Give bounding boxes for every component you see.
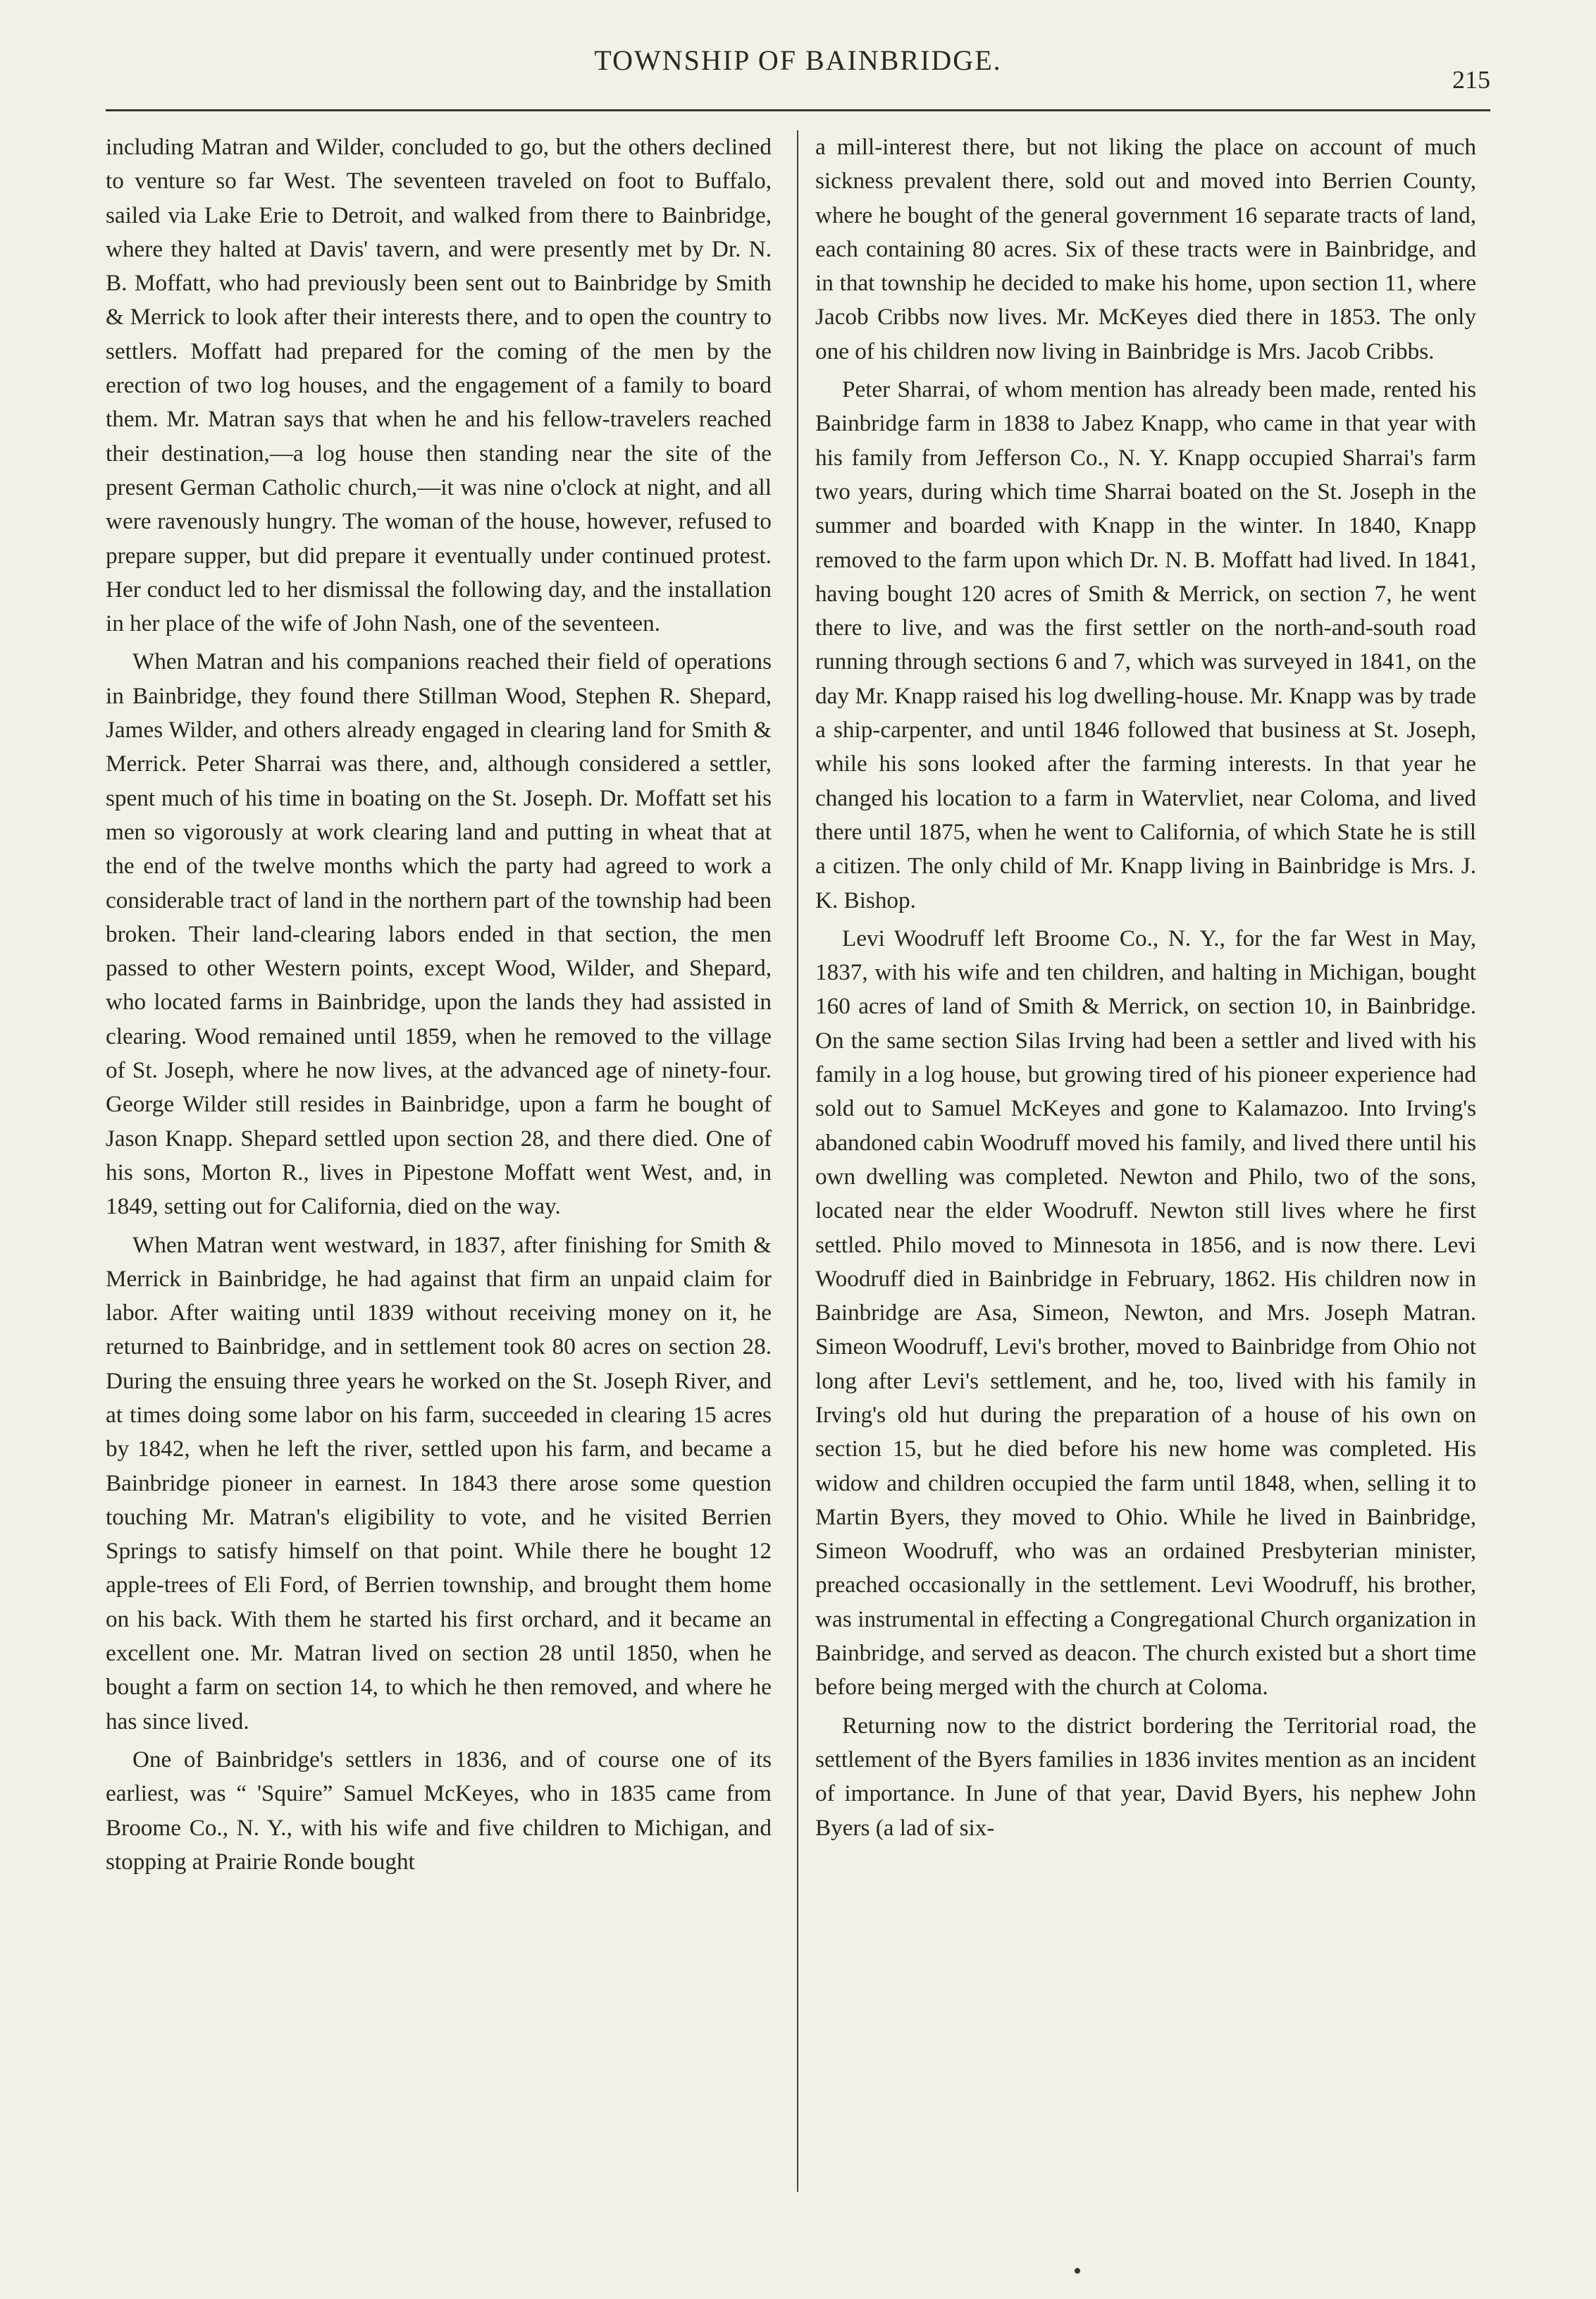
page-header: [106, 44, 1490, 100]
column-divider: [797, 130, 798, 2192]
paragraph: One of Bainbridge's settlers in 1836, and of course one of its earliest, was “ 'Squire” Samuel McKeyes, who in 1835 came from Broome Co., N. Y., with his wife and five children to Michigan, and stopping at Prairie Ronde bought: [106, 1746, 772, 1875]
running-head: TOWNSHIP OF BAINBRIDGE.: [594, 44, 1002, 76]
paragraph: When Matran and his companions reached their field of operations in Bainbridge, they found there Stillman Wood, Stephen R. Shepard, James Wilder, and others already engaged in clearing land for Smith & Merrick. Peter Sharrai was there, and, although considered a settler, spent much of his time in boating on the St. Joseph. Dr. Moffatt set his men so vigorously at work clearing land and putting in wheat that at the end of the twelve months which the party had agreed to work a considerable tract of land in the northern part of the township had been broken. Their land-clearing labors ended in that section, the men passed to other Western points, except Wood, Wilder, and Shepard, who located farms in Bainbridge, upon the lands they had assisted in clearing. Wood remained until 1859, when he removed to the village of St. Joseph, where he now lives, at the advanced age of ninety-four. George Wilder still resides in Bainbridge, upon a farm he bought of Jason Knapp. Shepard settled upon section 28, and there died. One of his sons, Morton R., lives in Pipestone Moffatt went West, and, in 1849, setting out for California, died on the way.: [106, 648, 772, 1220]
paragraph: including Matran and Wilder, concluded to go, but the others declined to venture so far West. The seventeen traveled on foot to Buffalo, sailed via Lake Erie to Detroit, and walked from there to Bainbridge, where they halted at Davis' tavern, and were presently met by Dr. N. B. Moffatt, who had previously been sent out to Bainbridge by Smith & Merrick to look after their interests there, and to open the country to settlers. Moffatt had prepared for the coming of the men by the erection of two log houses, and the engagement of a family to board them. Mr. Matran says that when he and his fellow-travelers reached their destination,—a log house then standing near the site of the present German Catholic church,—it was nine o'clock at night, and all were ravenously hungry. The woman of the house, however, refused to prepare supper, but did prepare it eventually under continued protest. Her conduct led to her dismissal the following day, and the installation in her place of the wife of John Nash, one of the seventeen.: [106, 134, 772, 637]
right-column: [815, 130, 1476, 1845]
paragraph: When Matran went westward, in 1837, after finishing for Smith & Merrick in Bainbridge, he had against that firm an unpaid claim for labor. After waiting until 1839 without receiving money on it, he returned to Bainbridge, and in settlement took 80 acres on section 28. During the ensuing three years he worked on the St. Joseph River, and at times doing some labor on his farm, succeeded in clearing 15 acres by 1842, when he left the river, settled upon his farm, and became a Bainbridge pioneer in earnest. In 1843 there arose some question touching Mr. Matran's eligibility to vote, and he visited Berrien Springs to satisfy himself on that point. While there he bought 12 apple-trees of Eli Ford, of Berrien township, and brought them home on his back. With them he started his first orchard, and it became an excellent one. Mr. Matran lived on section 28 until 1850, when he bought a farm on section 14, to which he then removed, and where he has since lived.: [106, 1231, 772, 1734]
paragraph: Peter Sharrai, of whom mention has already been made, rented his Bainbridge farm in 1838 to Jabez Knapp, who came in that year with his family from Jefferson Co., N. Y. Knapp occupied Sharrai's farm two years, during which time Sharrai boated on the St. Joseph in the summer and boarded with Knapp in the winter. In 1840, Knapp removed to the farm upon which Dr. N. B. Moffatt had lived. In 1841, having bought 120 acres of Smith & Merrick, on section 7, he went there to live, and was the first settler on the north-and-south road running through sections 6 and 7, which was surveyed in 1841, on the day Mr. Knapp raised his log dwelling-house. Mr. Knapp was by trade a ship-carpenter, and until 1846 followed that business at St. Joseph, while his sons looked after the farming interests. In that year he changed his location to a farm in Watervliet, near Coloma, and lived there until 1875, when he went to California, of which State he is still a citizen. The only child of Mr. Knapp living in Bainbridge is Mrs. J. K. Bishop.: [815, 376, 1476, 913]
ink-speck: [1075, 2268, 1080, 2274]
page-number: 215: [1452, 66, 1490, 94]
header-rule: [106, 109, 1490, 111]
paragraph: a mill-interest there, but not liking the place on account of much sickness prevalent there, sold out and moved into Berrien County, where he bought of the general government 16 separate tracts of land, each containing 80 acres. Six of these tracts were in Bainbridge, and in that township he decided to make his home, upon section 11, where Jacob Cribbs now lives. Mr. McKeyes died there in 1853. The only one of his children now living in Bainbridge is Mrs. Jacob Cribbs.: [815, 134, 1476, 364]
paragraph: Returning now to the district bordering the Territorial road, the settlement of the Byers families in 1836 invites mention as an incident of importance. In June of that year, David Byers, his nephew John Byers (a lad of six-: [815, 1712, 1476, 1841]
paragraph: Levi Woodruff left Broome Co., N. Y., for the far West in May, 1837, with his wife and ten children, and halting in Michigan, bought 160 acres of land of Smith & Merrick, on section 10, in Bainbridge. On the same section Silas Irving had been a settler and lived with his family in a log house, but growing tired of his pioneer experience had sold out to Samuel McKeyes and gone to Kalamazoo. Into Irving's abandoned cabin Woodruff moved his family, and lived there until his own dwelling was completed. Newton and Philo, two of the sons, located near the elder Woodruff. Newton still lives where he first settled. Philo moved to Minnesota in 1856, and is now there. Levi Woodruff died in Bainbridge in February, 1862. His children now in Bainbridge are Asa, Simeon, Newton, and Mrs. Joseph Matran. Simeon Woodruff, Levi's brother, moved to Bainbridge from Ohio not long after Levi's settlement, and he, too, lived with his family in Irving's old hut during the preparation of a house of his own on section 15, but he died before his new home was completed. His widow and children occupied the farm until 1848, when, selling it to Martin Byers, they moved to Ohio. While he lived in Bainbridge, Simeon Woodruff, who was an ordained Presbyterian minister, preached occasionally in the settlement. Levi Woodruff, his brother, was instrumental in effecting a Congregational Church organization in Bainbridge, and served as deacon. The church existed but a short time before being merged with the church at Coloma.: [815, 925, 1476, 1701]
left-column: [106, 130, 772, 1879]
